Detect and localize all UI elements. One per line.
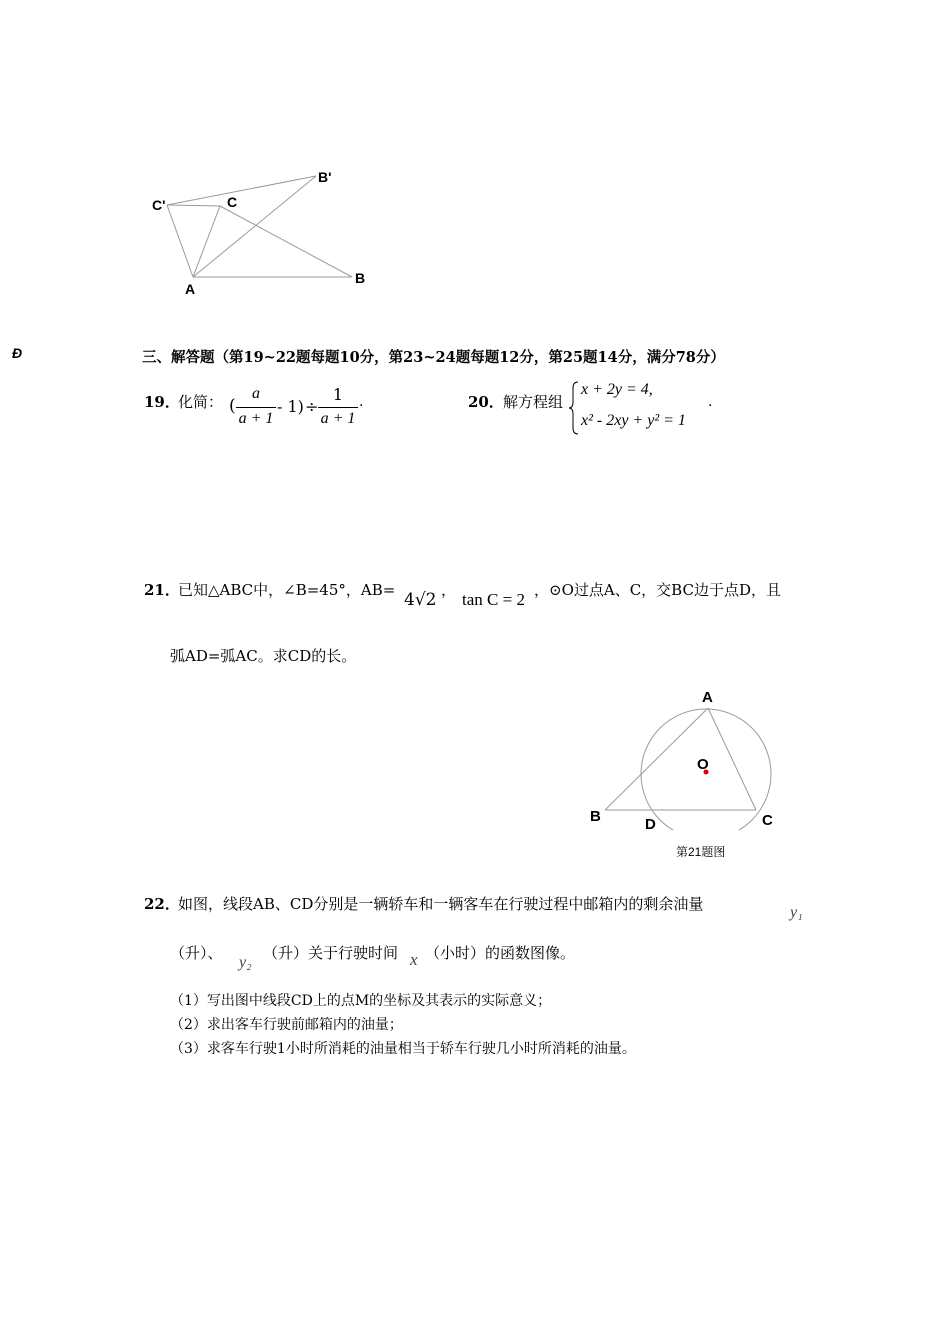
q22-line-1: 如图，线段AB、CD分别是一辆轿车和一辆客车在行驶过程中邮箱内的剩余油量 <box>178 895 704 913</box>
q19-end: . <box>359 394 364 410</box>
q21-text-a: 已知△ABC中，∠B=45°，AB= <box>178 581 396 599</box>
section-heading: 三、解答题（第19~22题每题10分，第23~24题每题12分，第25题14分，满分78分） <box>142 349 725 366</box>
q19-frac2-bar <box>318 407 358 408</box>
q22-line-2-a: （升）、 <box>170 944 223 962</box>
q19-number: 19． <box>144 393 180 411</box>
q21-comma: ， <box>441 581 457 599</box>
segment-cprime-a <box>167 205 193 277</box>
q21-tan-c: tan C = 2 <box>462 590 525 609</box>
segment-c-b <box>220 206 352 277</box>
segment-cprime-c <box>167 205 220 206</box>
q19-open-paren: ( <box>229 396 236 416</box>
q21-ab-value: 4√2 <box>404 590 437 610</box>
q22-number: 22． <box>144 895 180 913</box>
q19-frac2-numerator: 1 <box>332 385 344 404</box>
q21-label-d: D <box>645 816 656 833</box>
q21-label-c: C <box>762 812 773 829</box>
label-a: A <box>185 281 196 297</box>
q21-number: 21． <box>144 581 180 599</box>
q22-y2: y₂ <box>239 954 252 971</box>
label-c-prime: C' <box>152 197 166 213</box>
q21-label-o: O <box>697 756 709 773</box>
q20-prompt: 解方程组 <box>503 393 564 411</box>
q20-equation-2: x² - 2xy + y² = 1 <box>581 412 686 429</box>
q19-prompt: 化简： <box>178 393 224 411</box>
label-b-prime: B' <box>318 169 332 185</box>
segment-a-bprime <box>193 176 316 277</box>
label-c: C <box>227 194 238 210</box>
q19-fraction-2 <box>318 385 358 431</box>
q21-figure-caption: 第21题图 <box>676 845 726 859</box>
q20-end: . <box>708 394 713 410</box>
q22-x: x <box>410 950 418 969</box>
top-geometry-figure <box>140 160 380 310</box>
q20-brace <box>568 380 580 436</box>
q19-fraction-1 <box>236 385 276 431</box>
q22-sub-1: （1）写出图中线段CD上的点M的坐标及其表示的实际意义； <box>170 993 552 1009</box>
segment-a-b <box>605 708 708 810</box>
q20-equation-1: x + 2y = 4, <box>581 381 653 398</box>
margin-mark: Đ <box>12 345 23 361</box>
q19-frac2-denominator: a + 1 <box>320 410 356 427</box>
q22-y1: y₁ <box>790 904 803 921</box>
q21-line-2: 弧AD=弧AC。求CD的长。 <box>170 647 357 665</box>
q20-number: 20． <box>468 393 504 411</box>
q19-divide: ÷ <box>305 397 319 416</box>
q21-circle-figure <box>590 690 790 830</box>
q21-text-b: ，⊙O过点A、C，交BC边于点D，且 <box>534 581 781 599</box>
q19-frac1-denominator: a + 1 <box>238 410 274 427</box>
q22-sub-3: （3）求客车行驶1小时所消耗的油量相当于轿车行驶几小时所消耗的油量。 <box>170 1041 636 1057</box>
q22-line-2-b: （升）关于行驶时间 <box>263 944 399 962</box>
q19-frac1-numerator: a <box>252 385 260 402</box>
q22-sub-2: （2）求出客车行驶前邮箱内的油量； <box>170 1017 403 1033</box>
segment-a-c <box>708 708 756 810</box>
label-b: B <box>355 270 366 286</box>
q19-frac1-bar <box>236 407 276 408</box>
q19-minus-one: - 1) <box>277 397 304 416</box>
q22-line-2-c: （小时）的函数图像。 <box>425 944 576 962</box>
q21-label-a: A <box>702 689 713 706</box>
segment-cprime-bprime <box>167 176 316 205</box>
q21-label-b: B <box>590 808 601 825</box>
